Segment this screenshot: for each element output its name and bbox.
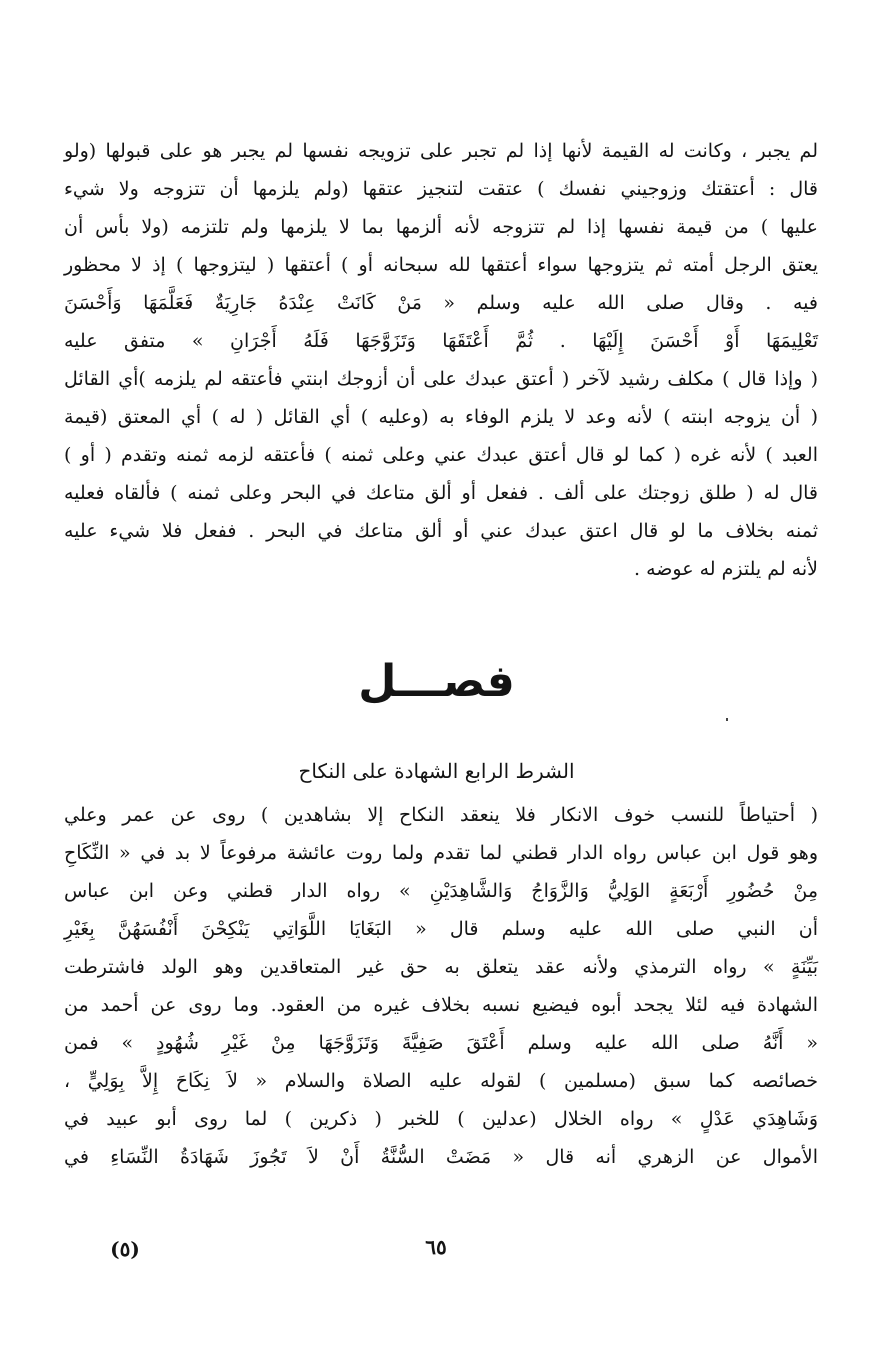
text-line: العبد ) لأنه غره ( كما لو قال أعتق عبدك عني وعلى ثمنه ) فأعتقه لزمه ثمنه وتقدم ( أو ) (64, 444, 818, 466)
text-line: ( أن يزوجه ابنته ) لأنه وعد لا يلزم الوفاء به (وعليه ) أي القائل ( له ) أي المعتق (قيمة (64, 406, 818, 428)
section-title: فصـــل (358, 656, 515, 707)
text-line: لم يجبر ، وكانت له القيمة لأنها إذا لم تجبر على تزويجه نفسها لم يجبر هو على قبولها (ولو (64, 140, 818, 162)
signature-mark: (٥) (110, 1237, 140, 1261)
text-line: مِنْ حُضُورِ أَرْبَعَةٍ الوَلِيُّ وَالزَّوَاجُ وَالشَّاهِدَيْنِ » رواه الدار قطني وعن ابن عباس (64, 880, 818, 902)
text-line: تَعْلِيمَهَا أَوْ أَحْسَنَ إِلَيْهَا . ثُمَّ أَعْتَقَهَا وَتَزَوَّجَهَا فَلَهُ أَجْرَانِ » متفق عليه (64, 330, 818, 352)
text-line: الشهادة فيه لئلا يجحد أبوه فيضيع نسبه بخلاف غيره من العقود. وما روى عن أحمد من (64, 994, 818, 1016)
text-line: قال : أعتقتك وزوجيني نفسك ) عتقت لتنجيز عتقها (ولم يلزمها أن تتزوجه ولا شيء (64, 178, 819, 200)
scan-speck (726, 718, 728, 721)
paragraph-1 (64, 134, 818, 614)
text-line: ثمنه بخلاف ما لو قال اعتق عبدك عني أو ألق متاعك في البحر . ففعل فلا شيء عليه (64, 520, 818, 542)
page-number: ٦٥ (425, 1235, 447, 1259)
text-line: الأموال عن الزهري أنه قال « مَضَتْ السُّنَّةُ أَنْ لاَ تَجُوزَ شَهَادَةُ النِّسَاءِ في (64, 1146, 818, 1168)
section-subtitle: الشرط الرابع الشهادة على النكاح (298, 759, 575, 783)
text-line: وَشَاهِدَي عَدْلٍ » رواه الخلال (عدلين ) للخبر ( ذكرين ) لما روى أبو عبيد في (64, 1108, 818, 1130)
text-line: قال له ( طلق زوجتك على ألف . ففعل أو ألق متاعك في البحر وعلى ثمنه ) فألقاه فعليه (64, 482, 818, 504)
text-line: خصائصه كما سبق (مسلمين ) لقوله عليه الصلاة والسلام « لاَ نِكَاحَ إِلاَّ بِوَلِيٍّ ، (64, 1070, 818, 1092)
text-line: عليها ) من قيمة نفسها إذا لم تتزوجه لأنه ألزمها بما لا يلزمها ولم تلتزمه (ولا بأس أن (64, 216, 818, 238)
paragraph-2 (64, 798, 818, 1198)
text-line: فيه . وقال صلى الله عليه وسلم « مَنْ كَانَتْ عِنْدَهُ جَارِيَةٌ فَعَلَّمَهَا وَأَحْسَنَ (64, 292, 818, 314)
text-line: أن النبي صلى الله عليه وسلم قال « البَغَايَا اللَّوَاتِي يَنْكِحْنَ أَنْفُسَهُنَّ بِغَيْرِ (64, 918, 818, 940)
text-line: وهو قول ابن عباس رواه الدار قطني لما تقدم ولما روت عائشة مرفوعاً لا بد في « النِّكَاحِ (64, 842, 818, 864)
text-line: ( وإذا قال ) مكلف رشيد لآخر ( أعتق عبدك على أن أزوجك ابنتي فأعتقه لم يلزمه )أي القائل (64, 368, 818, 390)
text-line: لأنه لم يلتزم له عوضه . (634, 558, 818, 580)
text-line: يعتق الرجل أمته ثم يتزوجها سواء أعتقها لله سبحانه أو ) أعتقها ( ليتزوجها ) إذ لا محظور (64, 254, 818, 276)
text-line: « أَنَّهُ صلى الله عليه وسلم أَعْتَقَ صَفِيَّةَ وَتَزَوَّجَهَا مِنْ غَيْرِ شُهُودٍ » فمن (64, 1032, 818, 1054)
text-line: ( أحتياطاً للنسب خوف الانكار فلا ينعقد النكاح إلا بشاهدين ) روى عن عمر وعلي (64, 804, 818, 826)
text-line: بَيِّنَةٍ » رواه الترمذي ولأنه عقد يتعلق به حق غير المتعاقدين وهو الولد فاشترطت (64, 956, 818, 978)
